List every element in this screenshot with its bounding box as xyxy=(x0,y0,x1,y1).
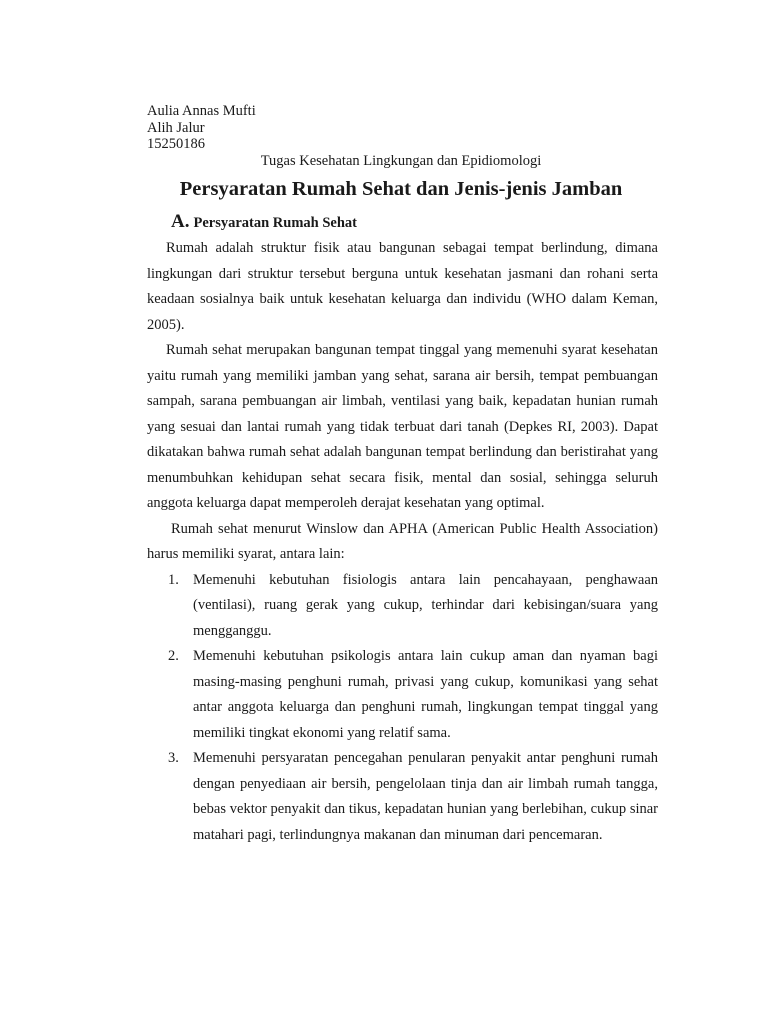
list-item-text: Memenuhi kebutuhan fisiologis antara lain pencahayaan, penghawaan (ventilasi), ruang gerak yang cukup, terhindar dari kebisingan/suara yang mengganggu. xyxy=(193,571,658,639)
paragraph: Rumah sehat merupakan bangunan tempat tinggal yang memenuhi syarat kesehatan yaitu rumah yang memiliki jamban yang sehat, sarana air bersih, tempat pembuangan sampah, sarana pembuangan air limbah, ventilasi yang baik, kepadatan hunian rumah yang sesuai dan lantai rumah yang tidak terbuat dari tanah (Depkes RI, 2003). Dapat dikatakan bahwa rumah sehat adalah bangunan tempat berlindung dan beristirahat yang menumbuhkan kehidupan sehat secara fisik, mental dan sosial, sehingga seluruh anggota keluarga dapat memperoleh derajat kesehatan yang optimal. xyxy=(147,342,658,511)
course-title: Tugas Kesehatan Lingkungan dan Epidiomologi xyxy=(260,153,542,169)
author-student-id: 15250186 xyxy=(147,136,205,152)
author-name: Aulia Annas Mufti xyxy=(147,103,256,119)
body-text xyxy=(147,236,658,848)
list-item-text: Memenuhi persyaratan pencegahan penularan penyakit antar penghuni rumah dengan penyediaan air bersih, pengelolaan tinja dan air limbah rumah tangga, bebas vektor penyakit dan tikus, kepadatan hunian yang berlebihan, cukup sinar matahari pagi, terlindungnya makanan dan minuman dari pencemaran. xyxy=(193,750,658,843)
author-block xyxy=(147,103,256,153)
list-item-number: 1. xyxy=(168,571,179,588)
list-item-number: 2. xyxy=(168,648,179,664)
section-heading xyxy=(171,211,357,233)
section-letter: A. xyxy=(171,211,190,232)
paragraph: Rumah sehat menurut Winslow dan APHA (American Public Health Association) harus memiliki syarat, antara lain: xyxy=(147,520,658,562)
requirements-list xyxy=(147,568,658,849)
document-title: Persyaratan Rumah Sehat dan Jenis-jenis Jamban xyxy=(179,178,623,200)
paragraph: Rumah adalah struktur fisik atau bangunan sebagai tempat berlindung, dimana lingkungan dari struktur tersebut berguna untuk kesehatan jasmani dan rohani serta keadaan sosialnya baik untuk kesehatan keluarga dan individu (WHO dalam Keman, 2005). xyxy=(147,240,658,333)
author-program: Alih Jalur xyxy=(147,119,205,136)
section-title: Persyaratan Rumah Sehat xyxy=(193,215,358,231)
list-item-number: 3. xyxy=(168,750,179,766)
list-item-text: Memenuhi kebutuhan psikologis antara lain cukup aman dan nyaman bagi masing-masing penghuni rumah, privasi yang cukup, komunikasi yang sehat antar anggota keluarga dan penghuni rumah, lingkungan tempat tinggal yang memiliki tingkat ekonomi yang relatif sama. xyxy=(193,648,658,741)
list-item xyxy=(147,644,658,746)
list-item xyxy=(147,746,658,848)
list-item xyxy=(147,568,658,645)
